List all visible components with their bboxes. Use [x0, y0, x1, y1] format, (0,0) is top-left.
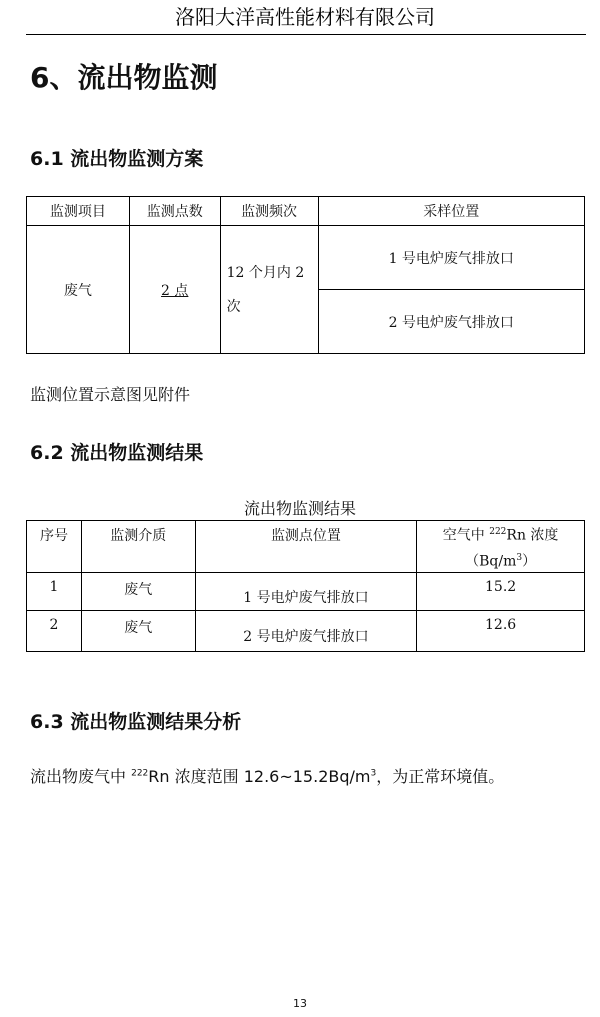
isotope-mass-number: 222 — [131, 768, 149, 779]
header-divider — [26, 34, 586, 35]
unit-exponent: 3 — [370, 768, 377, 779]
monitoring-item-cell: 废气 — [27, 226, 130, 354]
page-number: 13 — [293, 997, 307, 1010]
table-header-cell: 监测介质 — [81, 521, 195, 573]
location-cell: 1 号电炉废气排放口 — [195, 573, 417, 611]
analysis-paragraph — [30, 764, 504, 787]
monitoring-points-cell — [129, 226, 220, 354]
location-note: 监测位置示意图见附件 — [30, 385, 191, 404]
seq-cell: 2 — [27, 611, 82, 652]
sampling-location-cell: 2 号电炉废气排放口 — [318, 290, 585, 354]
concentration-header-cell — [417, 521, 585, 573]
seq-cell: 1 — [27, 573, 82, 611]
header-text: Rn 浓度 — [506, 527, 559, 544]
table-row — [27, 611, 585, 652]
company-name: 洛阳大洋高性能材料有限公司 — [175, 5, 435, 29]
analysis-text: Rn 浓度范围 12.6~15.2Bq/m — [148, 767, 371, 786]
table-header-cell: 采样位置 — [318, 197, 585, 226]
sampling-location-cell: 1 号电炉废气排放口 — [318, 226, 585, 290]
table-header-cell: 监测频次 — [220, 197, 318, 226]
header-text: 空气中 — [442, 527, 485, 544]
analysis-text: ，为正常环境值。 — [376, 767, 505, 786]
section-title: 6、流出物监测 — [30, 61, 218, 94]
isotope-mass-number: 222 — [489, 527, 507, 537]
monitoring-points-value: 2 点 — [161, 282, 189, 299]
subsection-6-3-title: 6.3 流出物监测结果分析 — [30, 711, 242, 733]
table-header-cell: 序号 — [27, 521, 82, 573]
medium-cell: 废气 — [81, 611, 195, 652]
table-caption: 流出物监测结果 — [243, 499, 356, 518]
subsection-6-2-title: 6.2 流出物监测结果 — [30, 442, 204, 464]
unit-text: ） — [522, 553, 537, 570]
unit-exponent: 3 — [516, 552, 523, 563]
location-cell: 2 号电炉废气排放口 — [195, 611, 417, 652]
monitoring-plan-table — [26, 196, 585, 354]
monitoring-frequency-cell: 12 个月内 2 次 — [220, 226, 318, 354]
unit-text: （Bq/m — [465, 553, 517, 570]
page-header — [0, 0, 600, 34]
medium-cell: 废气 — [81, 573, 195, 611]
table-row — [27, 573, 585, 611]
table-header-cell: 监测点位置 — [195, 521, 417, 573]
analysis-text: 流出物废气中 — [30, 767, 132, 786]
value-cell: 12.6 — [417, 611, 585, 652]
subsection-6-1-title: 6.1 流出物监测方案 — [30, 148, 204, 170]
table-header-cell: 监测点数 — [129, 197, 220, 226]
table-header-cell: 监测项目 — [27, 197, 130, 226]
monitoring-results-table — [26, 520, 585, 652]
value-cell: 15.2 — [417, 573, 585, 611]
